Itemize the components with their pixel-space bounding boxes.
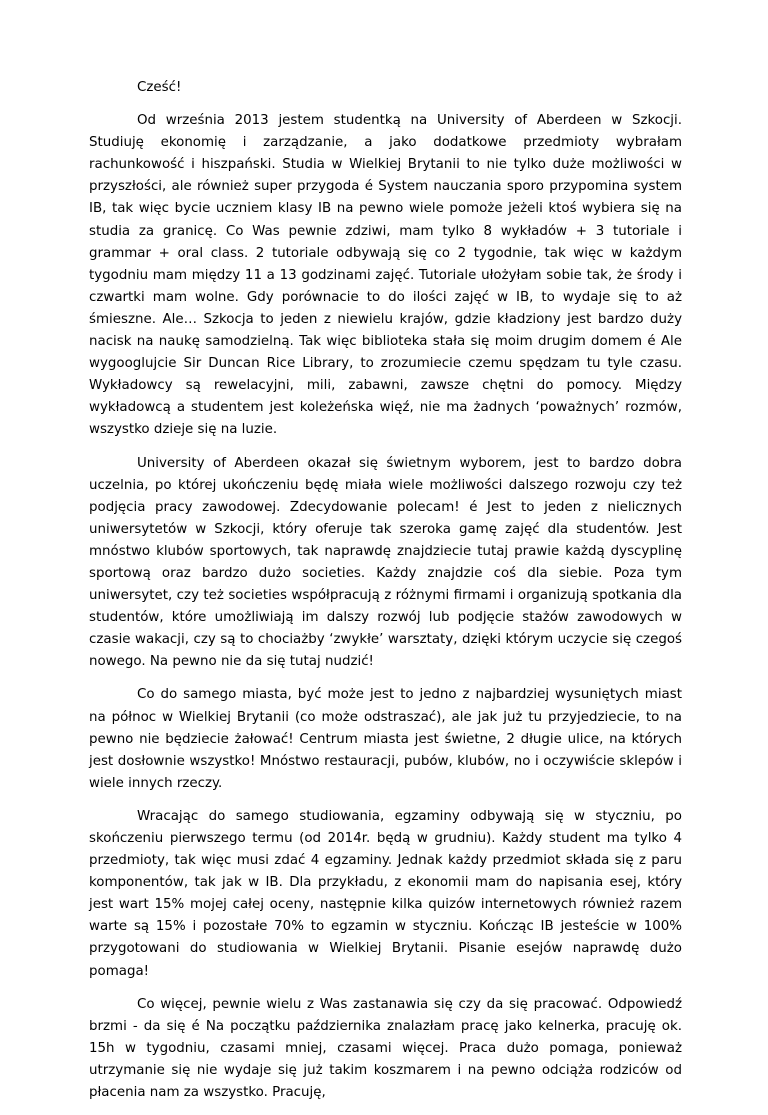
document-body [89, 77, 682, 1115]
paragraph-studies: Od września 2013 jestem studentką na University of Aberdeen w Szkocji. Studiuję ekonomię i zarządzanie, a jako dodatkowe przedmioty wybrałam rachunkowość i hiszpański. Studia w Wielkiej Brytanii to nie tylko duże możliwości w przyszłości, ale również super przygoda é System nauczania sporo przypomina system IB, tak więc bycie uczniem klasy IB na pewno wiele pomoże jeżeli ktoś wybiera się na studia za granicę. Co Was pewnie zdziwi, mam tylko 8 wykładów + 3 tutoriale i grammar + oral class. 2 tutoriale odbywają się co 2 tygodnie, tak więc w każdym tygodniu mam między 11 a 13 godzinami zajęć. Tutoriale ułożyłam sobie tak, że środy i czwartki mam wolne. Gdy porównacie to do ilości zajęć w IB, to wydaje się to aż śmieszne. Ale… Szkocja to jeden z niewielu krajów, gdzie kładziony jest bardzo duży nacisk na naukę samodzielną. Tak więc biblioteka stała się moim drugim domem é Ale wygooglujcie Sir Duncan Rice Library, to zrozumiecie czemu spędzam tu tyle czasu. Wykładowcy są rewelacyjni, mili, zabawni, zawsze chętni do pomocy. Między wykładowcą a studentem jest koleżeńska więź, nie ma żadnych ‘poważnych’ rozmów, wszystko dzieje się na luzie. [89, 113, 682, 438]
greeting: Cześć! [137, 80, 182, 95]
paragraph-exams: Wracając do samego studiowania, egzaminy odbywają się w styczniu, po skończeniu pierwszego termu (od 2014r. będą w grudniu). Każdy student ma tylko 4 przedmioty, tak więc musi zdać 4 egzaminy. Jednak każdy przedmiot składa się z paru komponentów, tak jak w IB. Dla przykładu, z ekonomii mam do napisania esej, który jest wart 15% mojej całej oceny, następnie kilka quizów internetowych również razem warte są 15% i pozostałe 70% to egzamin w styczniu. Kończąc IB jesteście w 100% przygotowani do studiowania w Wielkiej Brytanii. Pisanie esejów naprawdę dużo pomaga! [89, 808, 682, 979]
paragraph-university: University of Aberdeen okazał się świetnym wyborem, jest to bardzo dobra uczelnia, po której ukończeniu będę miała wiele możliwości dalszego rozwoju czy też podjęcia pracy zawodowej. Zdecydowanie polecam! é Jest to jeden z nielicznych uniwersytetów w Szkocji, który oferuje tak szeroka gamę zajęć dla studentów. Jest mnóstwo klubów sportowych, tak naprawdę znajdziecie tutaj prawie każdą dyscyplinę sportową oraz bardzo dużo societies. Każdy znajdzie coś dla siebie. Poza tym uniwersytet, czy też societies współpracują z różnymi firmami i organizują spotkania dla studentów, które umożliwiają im dalszy rozwój lub podjęcie stażów zawodowych w czasie wakacji, czy są to chociażby ‘zwykłe’ warsztaty, dzięki którym uczycie się czegoś nowego. Na pewno nie da się tutaj nudzić! [89, 455, 682, 670]
paragraph-city: Co do samego miasta, być może jest to jedno z najbardziej wysuniętych miast na północ w Wielkiej Brytanii (co może odstraszać), ale jak już tu przyjedziecie, to na pewno nie będziecie żałować! Centrum miasta jest świetne, 2 długie ulice, na których jest dosłownie wszystko! Mnóstwo restauracji, pubów, klubów, no i oczywiście sklepów i wiele innych rzeczy. [89, 687, 682, 791]
paragraph-work: Co więcej, pewnie wielu z Was zastanawia się czy da się pracować. Odpowiedź brzmi - da się é Na początku października znalazłam pracę jako kelnerka, pracuję ok. 15h w tygodniu, czasami mniej, czasami więcej. Praca dużo pomaga, ponieważ utrzymanie się nie wydaje się już takim koszmarem i na pewno odciąża rodziców od płacenia nam za wszystko. Pracuję, [89, 996, 682, 1101]
